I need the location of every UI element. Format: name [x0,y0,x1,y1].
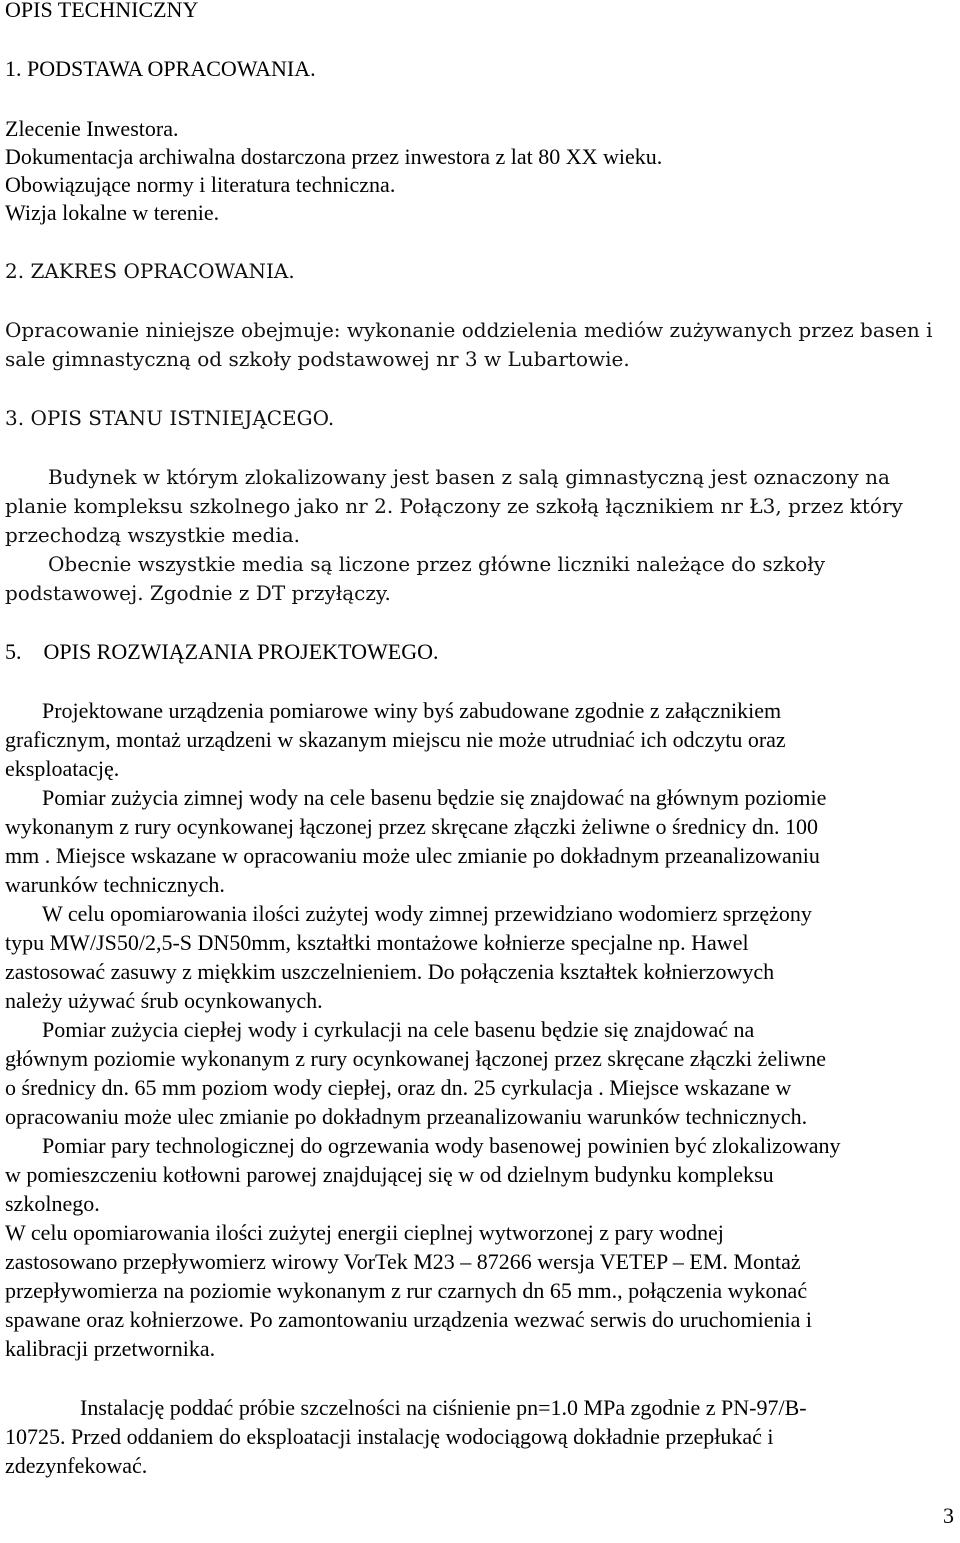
paragraph-line: szkolnego. [5,1191,100,1216]
section-3-heading: 3. OPIS STANU ISTNIEJĄCEGO. [5,406,335,430]
paragraph-line: W celu opomiarowania ilości zużytej wody zimnej przewidziano wodomierz sprzężony [42,901,812,926]
paragraph-line: przepływomierza na poziomie wykonanym z rur czarnych dn 65 mm., połączenia wykonać [5,1278,808,1303]
paragraph-line: Pomiar pary technologicznej do ogrzewania wody basenowej powinien być zlokalizowany [42,1133,841,1158]
paragraph-line: zdezynfekować. [5,1453,148,1478]
paragraph-line: należy używać śrub ocynkowanych. [5,988,323,1013]
paragraph-line: zastosować zasuwy z miękkim uszczelnieniem. Do połączenia kształtek kołnierzowych [5,959,775,984]
paragraph-line: wykonanym z rury ocynkowanej łączonej przez skręcane złączki żeliwne o średnicy dn. 100 [5,814,819,839]
paragraph-line: podstawowej. Zgodnie z DT przyłączy. [5,581,391,605]
paragraph-line: 10725. Przed oddaniem do eksploatacji instalację wodociągową dokładnie przepłukać i [5,1424,774,1449]
paragraph-line: Budynek w którym zlokalizowany jest basen z salą gimnastyczną jest oznaczony na [48,465,890,489]
paragraph-line: sale gimnastyczną od szkoły podstawowej nr 3 w Lubartowie. [5,347,630,371]
paragraph-line: typu MW/JS50/2,5-S DN50mm, kształtki montażowe kołnierze specjalne np. Hawel [5,930,749,955]
paragraph-line: graficznym, montaż urządzeni w skazanym miejscu nie może utrudniać ich odczytu oraz [5,727,786,752]
paragraph-line: Opracowanie niniejsze obejmuje: wykonanie oddzielenia mediów zużywanych przez basen i [5,318,933,342]
paragraph-line: Projektowane urządzenia pomiarowe winy byś zabudowane zgodnie z załącznikiem [42,698,782,723]
paragraph-line: planie kompleksu szkolnego jako nr 2. Połączony ze szkołą łącznikiem nr Ł3, przez który [5,494,903,518]
paragraph-line: W celu opomiarowania ilości zużytej energii cieplnej wytworzonej z pary wodnej [5,1220,724,1245]
paragraph-line: mm . Miejsce wskazane w opracowaniu może ulec zmianie po dokładnym przeanalizowaniu [5,843,820,868]
section-5-heading: 5. OPIS ROZWIĄZANIA PROJEKTOWEGO. [5,639,439,664]
section-1-heading: 1. PODSTAWA OPRACOWANIA. [5,56,316,81]
list-item: Obowiązujące normy i literatura techniczna. [5,172,396,197]
paragraph-line: kalibracji przetwornika. [5,1336,216,1361]
list-item: Dokumentacja archiwalna dostarczona przez inwestora z lat 80 XX wieku. [5,144,663,169]
paragraph-line: Pomiar zużycia ciepłej wody i cyrkulacji na cele basenu będzie się znajdować na [42,1017,755,1042]
paragraph-line: o średnicy dn. 65 mm poziom wody ciepłej, oraz dn. 25 cyrkulacja . Miejsce wskazane w [5,1075,792,1100]
paragraph-line: Pomiar zużycia zimnej wody na cele basenu będzie się znajdować na głównym poziomie [42,785,827,810]
paragraph-line: spawane oraz kołnierzowe. Po zamontowaniu urządzenia wezwać serwis do uruchomienia i [5,1307,812,1332]
page-title: OPIS TECHNICZNY [5,0,199,22]
paragraph-line: zastosowano przepływomierz wirowy VorTek M23 – 87266 wersja VETEP – EM. Montaż [5,1249,801,1274]
paragraph-line: przechodzą wszystkie media. [5,523,300,547]
paragraph-line: Obecnie wszystkie media są liczone przez główne liczniki należące do szkoły [48,552,826,576]
page-number: 3 [943,1503,954,1528]
paragraph-line: eksploatację. [5,756,120,781]
paragraph-line: opracowaniu może ulec zmianie po dokładnym przeanalizowaniu warunków technicznych. [5,1104,808,1129]
list-item: Wizja lokalne w terenie. [5,200,220,225]
paragraph-line: Instalację poddać próbie szczelności na ciśnienie pn=1.0 MPa zgodnie z PN-97/B- [80,1395,807,1420]
section-2-heading: 2. ZAKRES OPRACOWANIA. [5,259,295,283]
paragraph-line: głównym poziomie wykonanym z rury ocynkowanej łączonej przez skręcane złączki żeliwne [5,1046,826,1071]
list-item: Zlecenie Inwestora. [5,116,179,141]
paragraph-line: w pomieszczeniu kotłowni parowej znajdującej się w od dzielnym budynku kompleksu [5,1162,774,1187]
paragraph-line: warunków technicznych. [5,872,225,897]
